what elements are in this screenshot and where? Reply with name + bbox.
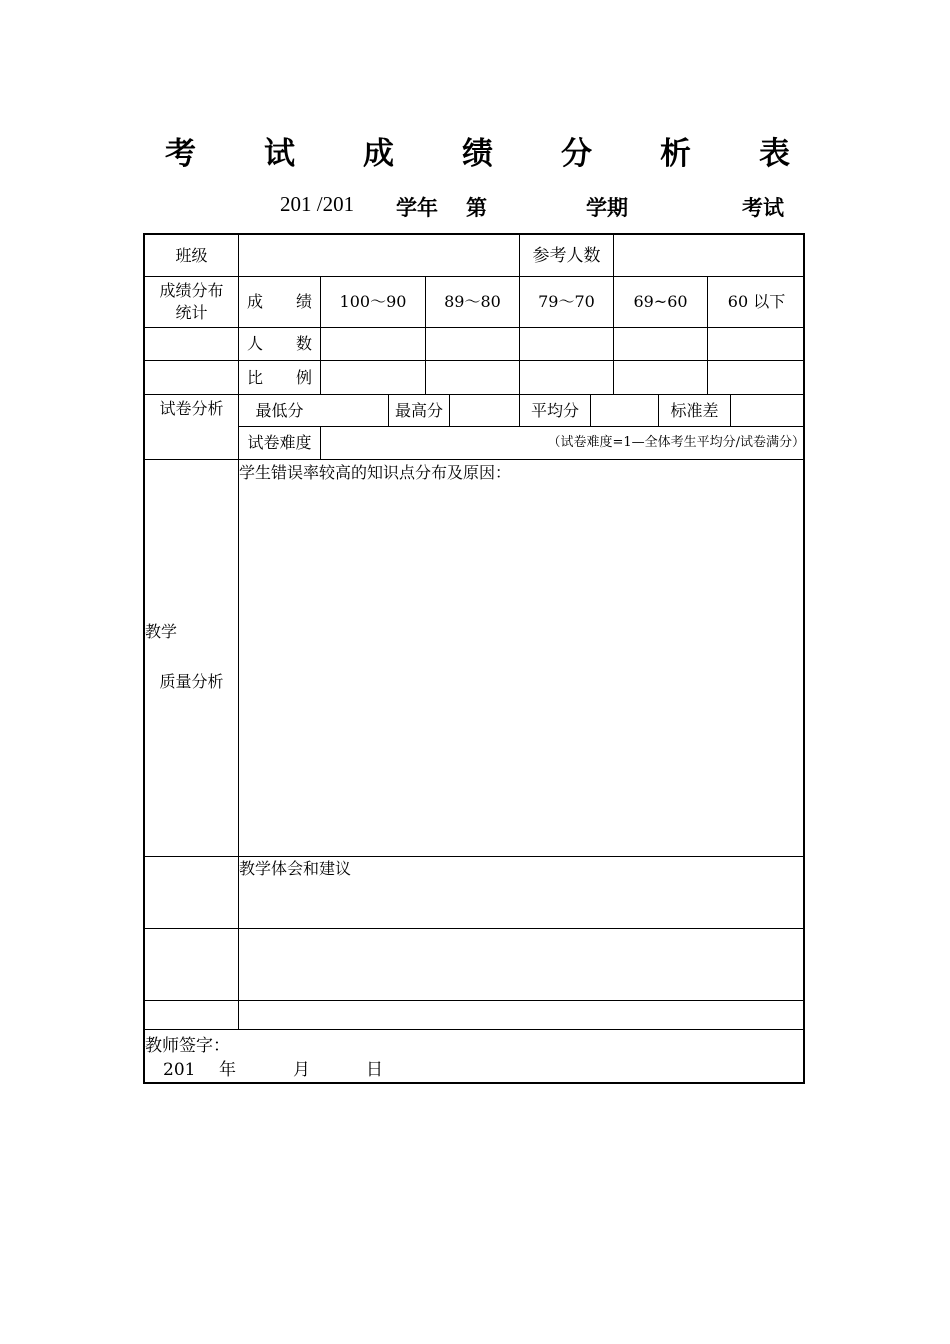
std-dev-label: 标准差 (670, 400, 719, 420)
title-char: 成 (363, 135, 394, 172)
paper-analysis-label: 试卷分析 (159, 399, 224, 418)
max-score-label: 最高分 (394, 400, 443, 420)
avg-score-label: 平均分 (530, 400, 579, 420)
participants-label: 参考人数 (532, 245, 601, 266)
min-score-field[interactable] (321, 395, 388, 426)
blank-row-field[interactable] (239, 929, 805, 1000)
count-label (239, 328, 320, 360)
ratio-label-a: 比 (247, 367, 264, 387)
title-char: 表 (759, 135, 790, 172)
count-label-a: 人 (247, 334, 264, 353)
date-month-unit: 月 (293, 1060, 310, 1080)
date-day-unit: 日 (366, 1060, 383, 1080)
max-score-field[interactable] (450, 395, 519, 426)
count-field[interactable] (520, 328, 613, 360)
blank-row-field[interactable] (239, 1001, 805, 1029)
subtitle-term: 学期 (586, 196, 628, 220)
score-label-a: 成 (247, 292, 264, 311)
ratio-field[interactable] (426, 361, 519, 394)
score-label-b: 绩 (295, 292, 312, 311)
signature-label: 教师签字： (145, 1036, 230, 1056)
title-char: 考 (165, 135, 196, 172)
count-field[interactable] (614, 328, 707, 360)
subtitle-year-range: 201 /201 (280, 192, 355, 216)
subtitle-term-prefix: 第 (466, 196, 487, 220)
class-field[interactable] (239, 235, 519, 276)
title-char: 绩 (462, 135, 493, 172)
distribution-label-line2: 统计 (175, 303, 208, 322)
distribution-label (145, 277, 238, 327)
reflection-prompt: 教学体会和建议 (239, 859, 352, 878)
ratio-field[interactable] (614, 361, 707, 394)
count-field[interactable] (321, 328, 425, 360)
reflection-field[interactable] (239, 858, 805, 928)
ratio-field[interactable] (708, 361, 805, 394)
count-field[interactable] (426, 328, 519, 360)
avg-score-field[interactable] (591, 395, 658, 426)
ratio-label (239, 361, 320, 394)
errors-analysis-field[interactable] (239, 462, 805, 856)
title-char: 分 (561, 135, 592, 172)
difficulty-formula: （试卷难度=1—全体考生平均分/试卷满分） (547, 435, 805, 450)
title-char: 析 (660, 135, 691, 172)
score-range-2: 89～80 (444, 292, 501, 311)
date-year-unit: 年 (219, 1060, 236, 1080)
score-label (239, 277, 320, 327)
distribution-label-line1: 成绩分布 (159, 281, 224, 300)
participants-field[interactable] (614, 235, 805, 276)
count-field[interactable] (708, 328, 805, 360)
ratio-label-b: 例 (295, 367, 312, 387)
std-dev-field[interactable] (731, 395, 805, 426)
class-label: 班级 (175, 245, 208, 265)
count-label-b: 数 (295, 334, 312, 353)
subtitle-school-year: 学年 (396, 196, 438, 220)
score-range-5: 60 以下 (727, 292, 786, 311)
difficulty-label: 试卷难度 (247, 433, 312, 452)
score-range-3: 79～70 (538, 292, 595, 311)
quality-label-line2: 质量分析 (159, 672, 224, 691)
ratio-field[interactable] (321, 361, 425, 394)
date-year: 201 (163, 1060, 196, 1080)
score-range-1: 100～90 (339, 292, 407, 311)
ratio-field[interactable] (520, 361, 613, 394)
title-char: 试 (264, 135, 295, 172)
score-range-4: 69~60 (633, 292, 688, 311)
difficulty-field[interactable] (321, 427, 805, 459)
page-title (165, 128, 790, 172)
quality-label-line1: 教学 (145, 622, 178, 641)
min-score-label: 最低分 (255, 400, 304, 420)
analysis-form (143, 233, 805, 1084)
errors-prompt: 学生错误率较高的知识点分布及原因： (239, 463, 512, 482)
subtitle-exam: 考试 (742, 196, 784, 220)
